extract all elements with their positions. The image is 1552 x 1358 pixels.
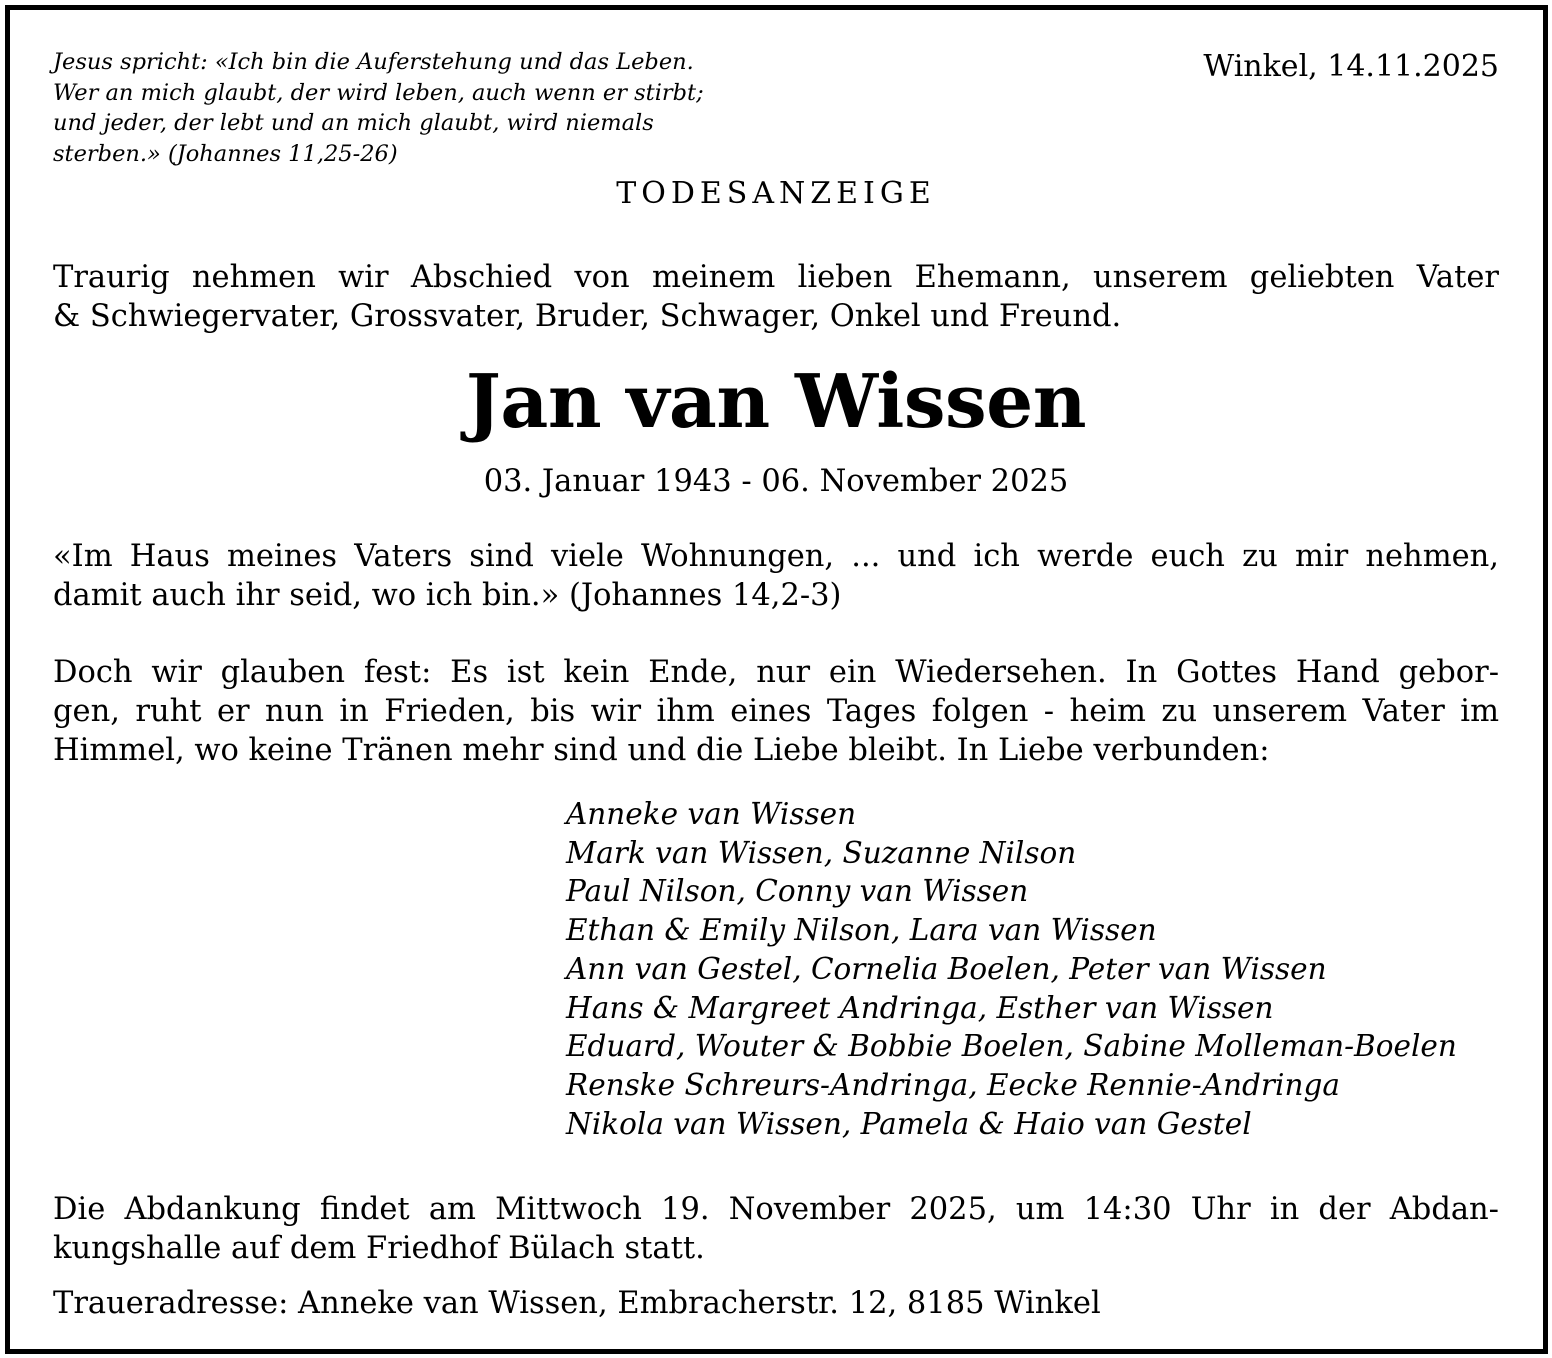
- mourner-entry: Hans & Margreet Andringa, Esther van Wissen: [566, 990, 1274, 1025]
- mourner-entry: Eduard, Wouter & Bobbie Boelen, Sabine Molleman-Boelen: [566, 1029, 1457, 1064]
- announcement-heading: TODESANZEIGE: [616, 176, 936, 211]
- mourner-entry: Renske Schreurs-Andringa, Eecke Rennie-Andringa: [566, 1067, 1340, 1102]
- epigraph-line: sterben.» (Johannes 11,25-26): [53, 140, 398, 167]
- mourner-entry: Paul Nilson, Conny van Wissen: [566, 874, 1029, 909]
- mourner-entry: Anneke van Wissen: [566, 797, 857, 831]
- bible-epigraph: [53, 47, 704, 169]
- bible-quote: [53, 538, 1499, 615]
- quote-line: damit auch ihr seid, wo ich bin.» (Johannes 14,2-3): [53, 577, 842, 613]
- place-date: Winkel, 14.11.2025: [1203, 49, 1499, 84]
- faith-line: Doch wir glauben fest: Es ist kein Ende, nur ein Wiedersehen. In Gottes Hand gebor-: [53, 655, 1499, 690]
- intro-paragraph: [53, 258, 1499, 336]
- faith-line: Himmel, wo keine Tränen mehr sind und die Liebe bleibt. In Liebe verbunden:: [53, 733, 1270, 768]
- mourning-address: Traueradresse: Anneke van Wissen, Embracherstr. 12, 8185 Winkel: [53, 1286, 1101, 1321]
- mourner-entry: Ann van Gestel, Cornelia Boelen, Peter van Wissen: [566, 951, 1327, 986]
- quote-line: «Im Haus meines Vaters sind viele Wohnungen, ... und ich werde euch zu mir nehmen,: [53, 539, 1499, 574]
- epigraph-line: Wer an mich glaubt, der wird leben, auch wenn er stirbt;: [53, 79, 704, 106]
- epigraph-line: und jeder, der lebt und an mich glaubt, wird niemals: [53, 110, 654, 136]
- intro-line: & Schwiegervater, Grossvater, Bruder, Schwager, Onkel und Freund.: [53, 299, 1122, 334]
- mourner-entry: Mark van Wissen, Suzanne Nilson: [566, 835, 1077, 870]
- faith-paragraph: [53, 653, 1499, 770]
- deceased-name: Jan van Wissen: [465, 359, 1087, 445]
- mourners-list: [566, 795, 1457, 1143]
- ceremony-paragraph: [53, 1190, 1499, 1268]
- mourner-entry: Ethan & Emily Nilson, Lara van Wissen: [566, 913, 1157, 948]
- mourner-entry: Nikola van Wissen, Pamela & Haio van Gestel: [566, 1106, 1252, 1141]
- intro-line: Traurig nehmen wir Abschied von meinem lieben Ehemann, unserem geliebten Vater: [53, 260, 1499, 295]
- life-dates: 03. Januar 1943 - 06. November 2025: [483, 464, 1069, 499]
- ceremony-line: Die Abdankung findet am Mittwoch 19. November 2025, um 14:30 Uhr in der Abdan-: [53, 1192, 1499, 1227]
- ceremony-line: kungshalle auf dem Friedhof Bülach statt.: [53, 1231, 705, 1266]
- faith-line: gen, ruht er nun in Frieden, bis wir ihm eines Tages folgen - heim zu unserem Vater im: [53, 694, 1499, 729]
- epigraph-line: Jesus spricht: «Ich bin die Auferstehung und das Leben.: [53, 49, 694, 75]
